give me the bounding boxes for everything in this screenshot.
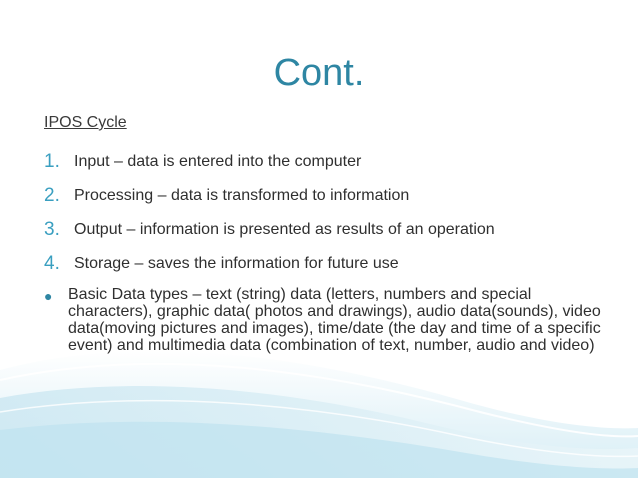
section-heading: IPOS Cycle bbox=[44, 114, 127, 131]
list-item-text: Processing – data is transformed to information bbox=[74, 187, 410, 204]
list-item bbox=[44, 213, 624, 247]
list-number: 2. bbox=[44, 185, 60, 206]
list-item bbox=[44, 179, 624, 213]
list-number: 1. bbox=[44, 151, 60, 172]
list-item-text: Input – data is entered into the computer bbox=[74, 153, 362, 170]
bullet-text: Basic Data types – text (string) data (letters, numbers and special characters), graphic data( photos and drawings), audio data(sounds), video data(moving pictures and images), time/date (the day and time of a specific event) and multimedia data (combination of text, number, audio and video) bbox=[68, 286, 601, 354]
slide-title: Cont. bbox=[273, 52, 365, 94]
list-item-text: Storage – saves the information for future use bbox=[74, 255, 399, 272]
circle-bullet-icon: ● bbox=[44, 288, 53, 304]
list-item bbox=[44, 145, 624, 179]
numbered-list bbox=[44, 145, 624, 281]
list-number: 3. bbox=[44, 219, 60, 240]
list-number: 4. bbox=[44, 253, 60, 274]
bullet-item bbox=[44, 286, 604, 354]
list-item-text: Output – information is presented as results of an operation bbox=[74, 221, 495, 238]
list-item bbox=[44, 247, 624, 281]
